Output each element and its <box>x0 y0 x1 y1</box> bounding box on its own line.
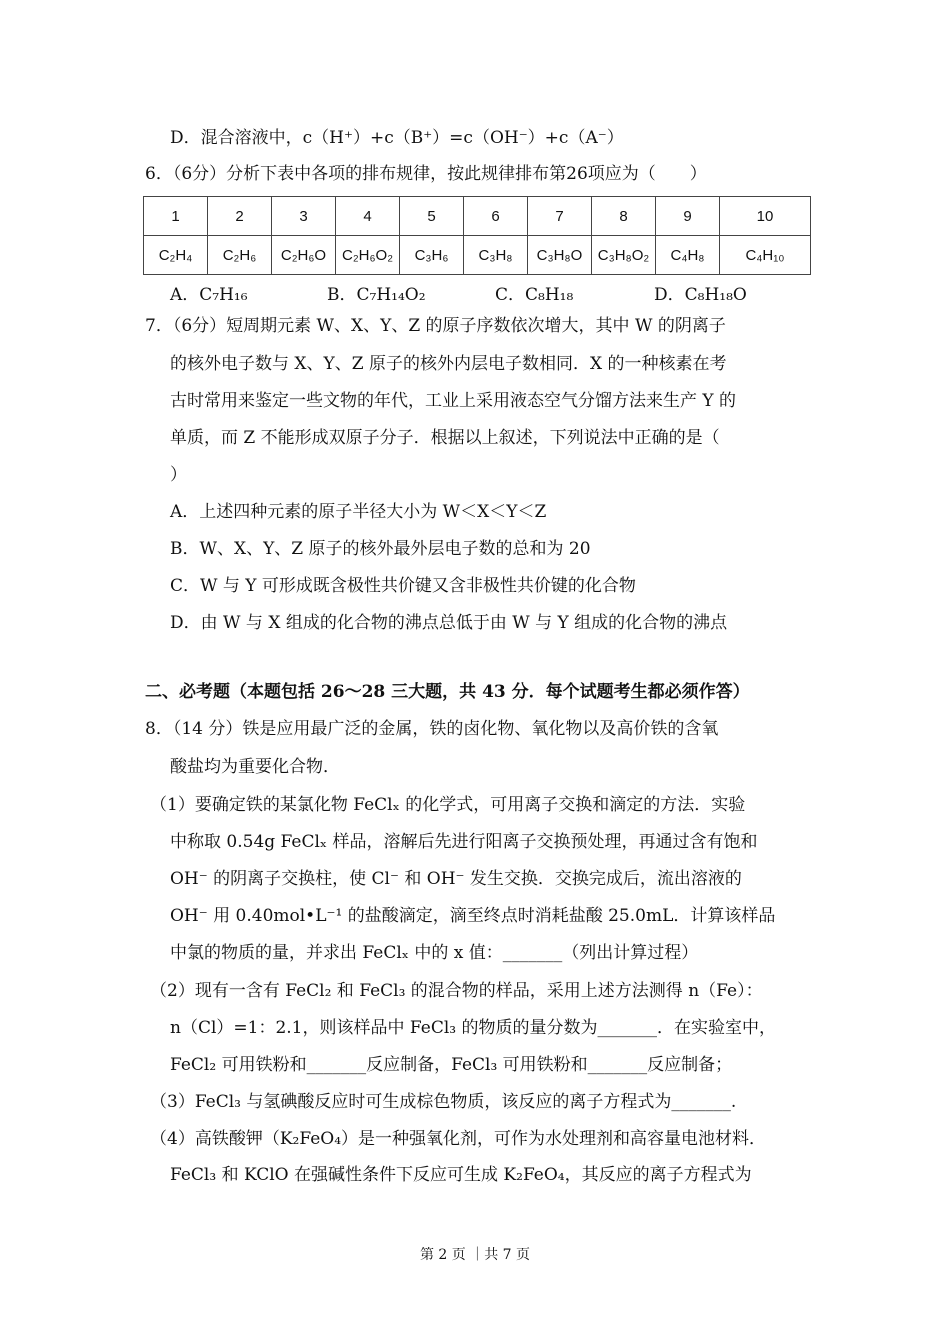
table-cell: C₄H₈ <box>656 236 720 275</box>
table-cell: 8 <box>592 197 656 236</box>
table-cell: C₃H₈O <box>528 236 592 275</box>
q6-options <box>170 280 810 304</box>
table-cell: 9 <box>656 197 720 236</box>
table-cell: C₂H₆O <box>272 236 336 275</box>
q7-line: 单质，而 Z 不能形成双原子分子．根据以上叙述，下列说法中正确的是（ <box>170 428 720 448</box>
table-cell: C₄H₁₀ <box>720 236 811 275</box>
q8-line: （3）FeCl₃ 与氢碘酸反应时可生成棕色物质，该反应的离子方程式为_______. <box>150 1092 737 1112</box>
table-cell: 4 <box>336 197 400 236</box>
table-cell: 1 <box>144 197 208 236</box>
q7-line: 7．（6分）短周期元素 W、X、Y、Z 的原子序数依次增大，其中 W 的阴离子 <box>145 316 726 336</box>
table-cell: C₃H₈O₂ <box>592 236 656 275</box>
table-cell: C₃H₆ <box>400 236 464 275</box>
q8-line: FeCl₃ 和 KClO 在强碱性条件下反应可生成 K₂FeO₄，其反应的离子方程式为 <box>170 1165 752 1185</box>
q7-line: 古时常用来鉴定一些文物的年代，工业上采用液态空气分馏方法来生产 Y 的 <box>170 391 737 411</box>
q8-line: （2）现有一含有 FeCl₂ 和 FeCl₃ 的混合物的样品，采用上述方法测得 n（Fe）： <box>150 981 763 1001</box>
q8-line: （4）高铁酸钾（K₂FeO₄）是一种强氧化剂，可作为水处理剂和高容量电池材料． <box>150 1129 767 1149</box>
q7-option-a: A．上述四种元素的原子半径大小为 W＜X＜Y＜Z <box>170 502 547 522</box>
q6-option-b: B．C₇H₁₄O₂ <box>327 285 426 305</box>
table-cell: 6 <box>464 197 528 236</box>
q6-option-c: C．C₈H₁₈ <box>495 285 574 305</box>
q8-line: FeCl₂ 可用铁粉和_______反应制备，FeCl₃ 可用铁粉和_______反应制备； <box>170 1055 733 1075</box>
table-row <box>144 197 811 236</box>
table-row <box>144 236 811 275</box>
page-footer: 第 2 页 ｜共 7 页 <box>419 1247 531 1263</box>
section-heading: 二、必考题（本题包括 26～28 三大题，共 43 分．每个试题考生都必须作答） <box>145 682 750 702</box>
q6-stem: 6．（6分）分析下表中各项的排布规律，按此规律排布第26项应为（ ） <box>145 164 707 184</box>
table-cell: C₂H₄ <box>144 236 208 275</box>
q6-option-d: D．C₈H₁₈O <box>654 285 747 305</box>
q8-line: OH⁻ 的阴离子交换柱，使 Cl⁻ 和 OH⁻ 发生交换．交换完成后，流出溶液的 <box>170 869 742 889</box>
q8-line: 中称取 0.54g FeClₓ 样品，溶解后先进行阳离子交换预处理，再通过含有饱和 <box>170 832 758 852</box>
q8-line: 酸盐均为重要化合物． <box>170 757 340 777</box>
q7-option-c: C．W 与 Y 可形成既含极性共价键又含非极性共价键的化合物 <box>170 576 636 596</box>
q6-option-a: A．C₇H₁₆ <box>170 285 248 305</box>
q8-line: n（Cl）=1：2.1，则该样品中 FeCl₃ 的物质的量分数为_______．在实验室中， <box>170 1018 776 1038</box>
table-cell: C₂H₆ <box>208 236 272 275</box>
table-cell: 10 <box>720 197 811 236</box>
q7-option-b: B．W、X、Y、Z 原子的核外最外层电子数的总和为 20 <box>170 539 591 559</box>
table-cell: C₂H₆O₂ <box>336 236 400 275</box>
table-cell: C₃H₈ <box>464 236 528 275</box>
q8-line: （1）要确定铁的某氯化物 FeClₓ 的化学式，可用离子交换和滴定的方法．实验 <box>150 795 746 815</box>
q7-line: 的核外电子数与 X、Y、Z 原子的核外内层电子数相同．X 的一种核素在考 <box>170 354 727 374</box>
table-cell: 5 <box>400 197 464 236</box>
q7-option-d: D．由 W 与 X 组成的化合物的沸点总低于由 W 与 Y 组成的化合物的沸点 <box>170 613 728 633</box>
q7-line: ） <box>170 465 187 485</box>
table-cell: 7 <box>528 197 592 236</box>
table-cell: 3 <box>272 197 336 236</box>
q8-line: OH⁻ 用 0.40mol•L⁻¹ 的盐酸滴定，滴至终点时消耗盐酸 25.0mL．计算该样品 <box>170 906 776 926</box>
sequence-table <box>143 196 811 275</box>
table-cell: 2 <box>208 197 272 236</box>
q8-line: 8．（14 分）铁是应用最广泛的金属，铁的卤化物、氧化物以及高价铁的含氧 <box>145 719 719 739</box>
q8-line: 中氯的物质的量，并求出 FeClₓ 中的 x 值：_______（列出计算过程） <box>170 943 699 963</box>
q5-option-d: D．混合溶液中，c（H⁺）+c（B⁺）=c（OH⁻）+c（A⁻） <box>170 128 624 148</box>
